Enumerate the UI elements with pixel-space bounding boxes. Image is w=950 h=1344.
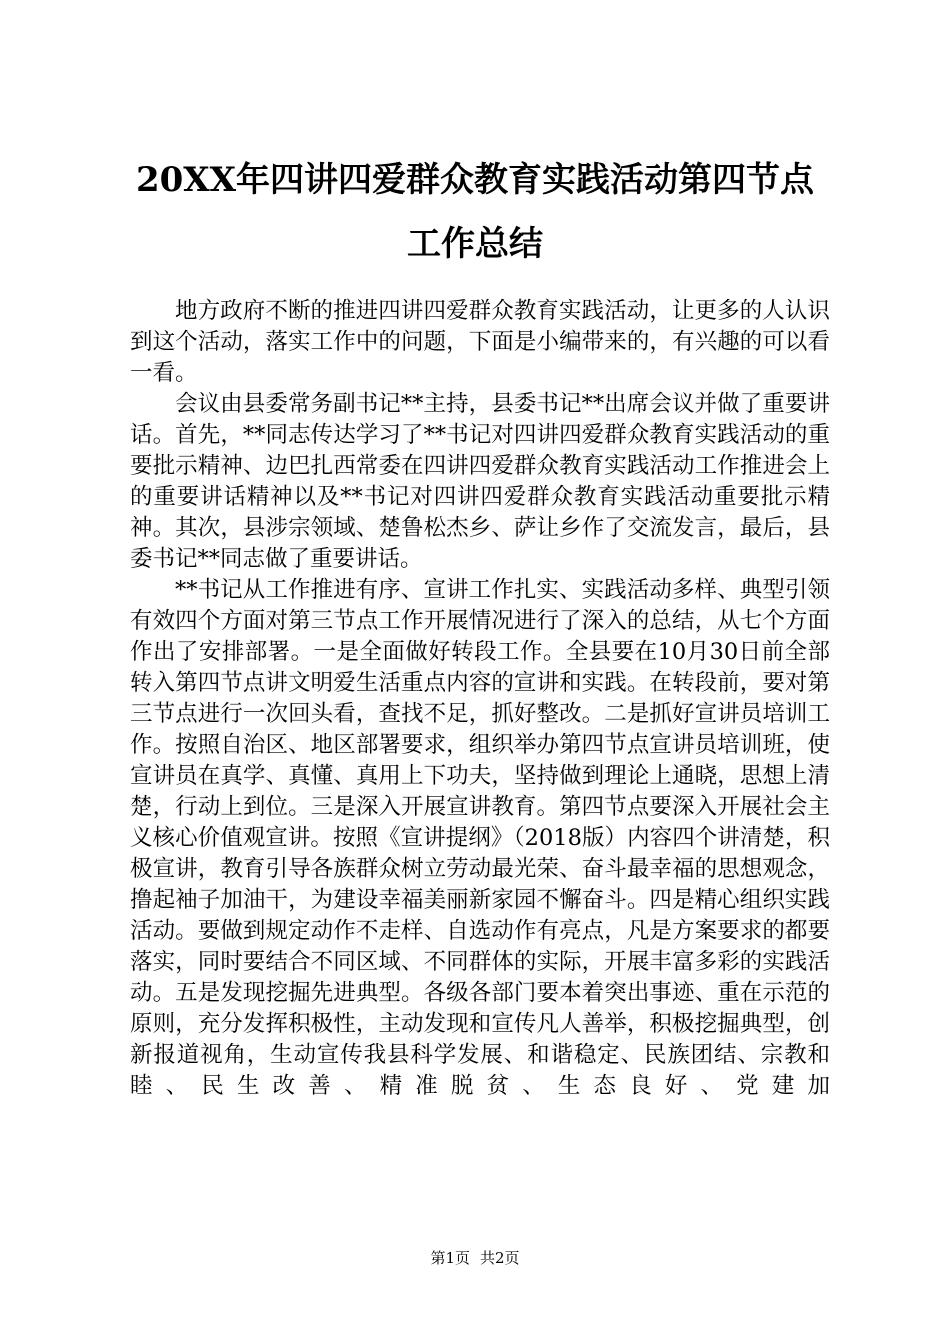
paragraph-intro: 地方政府不断的推进四讲四爱群众教育实践活动，让更多的人认识到这个活动，落实工作中的问题，下面是小编带来的，有兴趣的可以看一看。: [130, 298, 830, 386]
document-body: [130, 296, 830, 1102]
document-title-line-2: 工作总结: [407, 224, 543, 264]
paragraph-meeting: 会议由县委常务副书记**主持，县委书记**出席会议并做了重要讲话。首先，**同志传达学习了**书记对四讲四爱群众教育实践活动的重要批示精神、边巴扎西常委在四讲四爱群众教育实践活动工作推进会上的重要讲话精神以及**书记对四讲四爱群众教育实践活动重要批示精神。其次，县涉宗领域、楚鲁松杰乡、萨让乡作了交流发言，最后，县委书记**同志做了重要讲话。: [130, 391, 830, 572]
page-footer: [0, 1248, 950, 1268]
page-number: 第1页: [430, 1249, 470, 1267]
document-title-line-1: 20XX年四讲四爱群众教育实践活动第四节点: [135, 160, 815, 200]
paragraph-arrangements: **书记从工作推进有序、宣讲工作扎实、实践活动多样、典型引领有效四个方面对第三节点工作开展情况进行了深入的总结，从七个方面作出了安排部署。一是全面做好转段工作。全县要在10月30日前全部转入第四节点讲文明爱生活重点内容的宣讲和实践。在转段前，要对第三节点进行一次回头看，查找不足，抓好整改。二是抓好宣讲员培训工作。按照自治区、地区部署要求，组织举办第四节点宣讲员培训班，使宣讲员在真学、真懂、真用上下功夫，坚持做到理论上通晓，思想上清楚，行动上到位。三是深入开展宣讲教育。第四节点要深入开展社会主义核心价值观宣讲。按照《宣讲提纲》（2018版）内容四个讲清楚，积极宣讲，教育引导各族群众树立劳动最光荣、奋斗最幸福的思想观念，撸起袖子加油干，为建设幸福美丽新家园不懈奋斗。四是精心组织实践活动。要做到规定动作不走样、自选动作有亮点，凡是方案要求的都要落实，同时要结合不同区域、不同群体的实际，开展丰富多彩的实践活动。五是发现挖掘先进典型。各级各部门要本着突出事迹、重在示范的原则，充分发挥积极性，主动发现和宣传凡人善举，积极挖掘典型，创新报道视角，生动宣传我县科学发展、和谐稳定、民族团结、宗教和睦、民生改善、精准脱贫、生态良好、党建加: [130, 577, 830, 1099]
page-total: 共2页: [480, 1249, 520, 1267]
